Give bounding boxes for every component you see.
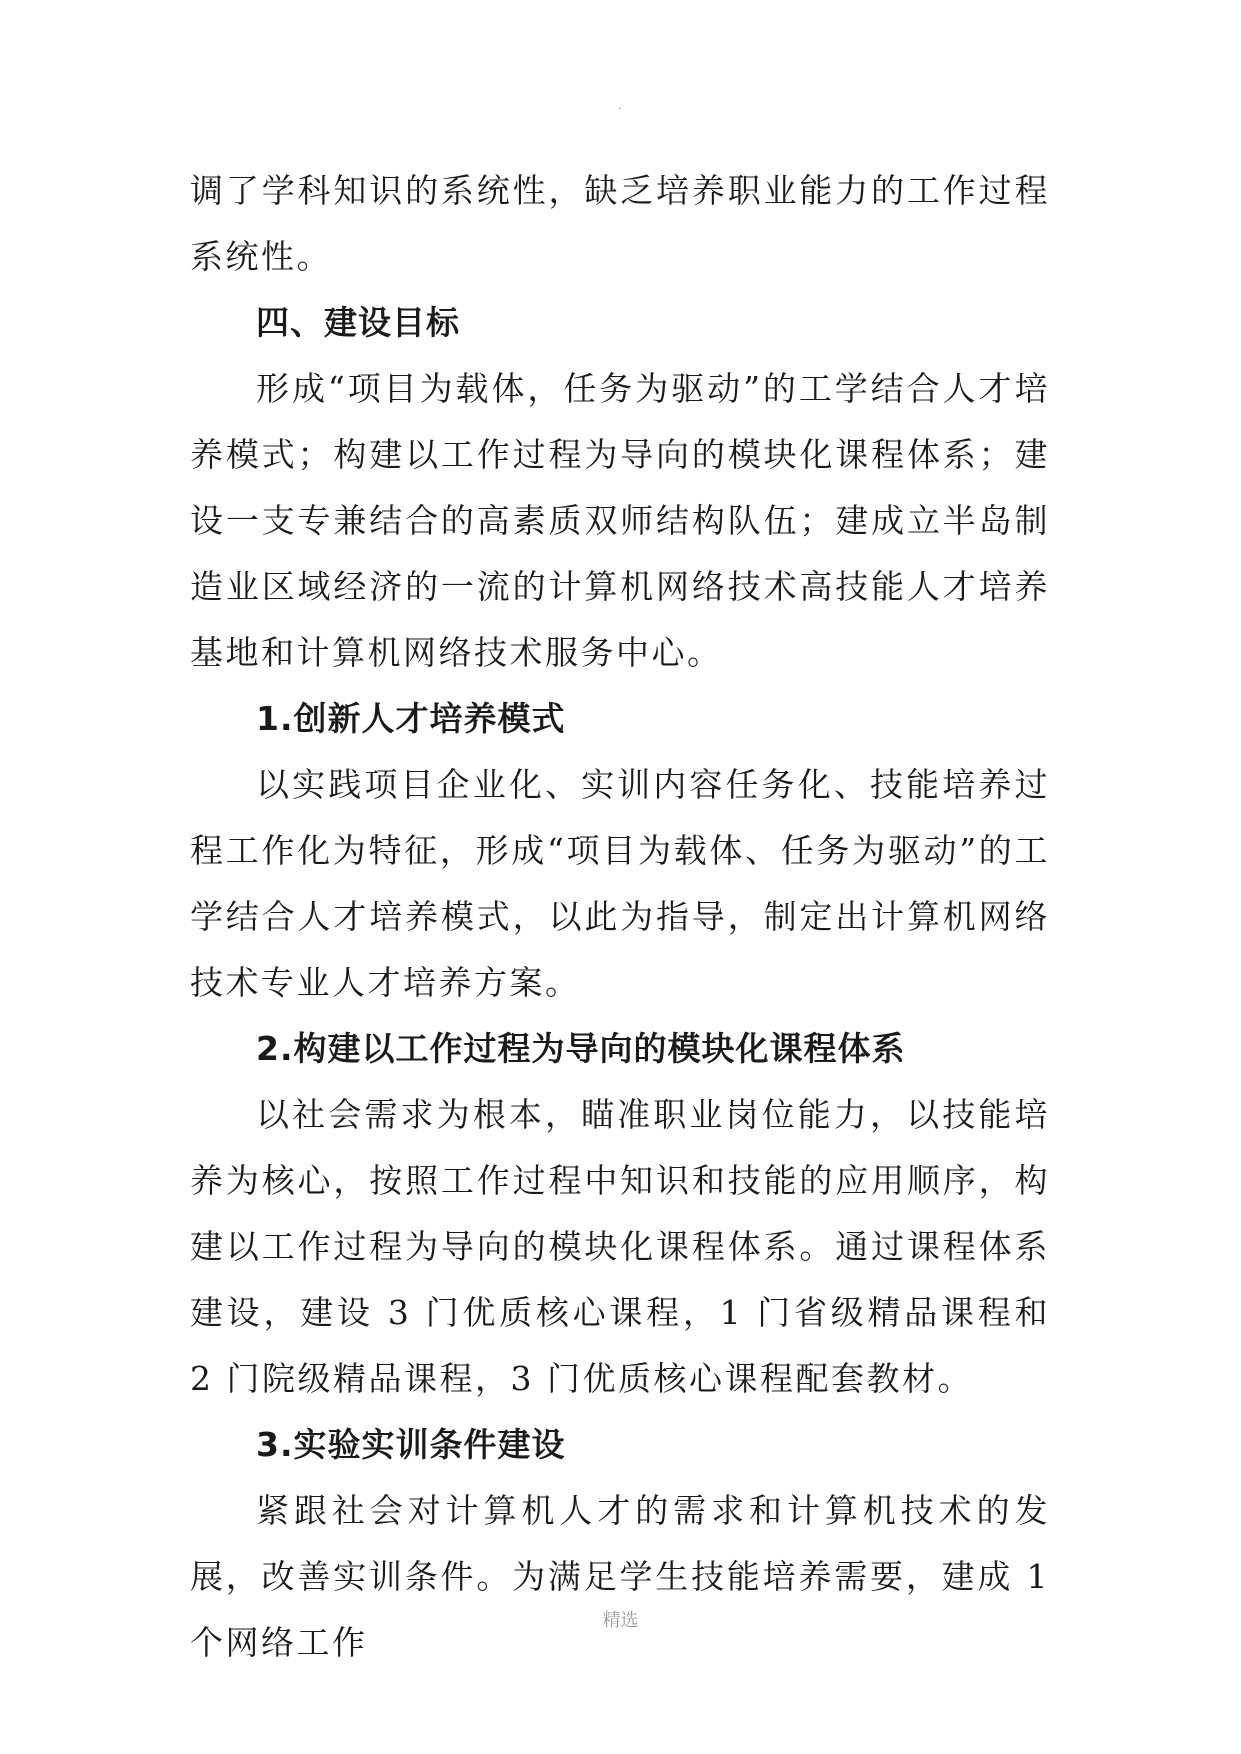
paragraph-goals: 形成“项目为载体，任务为驱动”的工学结合人才培养模式；构建以工作过程为导向的模块化课程体系；建设一支专兼结合的高素质双师结构队伍；建成立半岛制造业区域经济的一流的计算机网络技术高技能人才培养基地和计算机网络技术服务中心。	[190, 369, 1050, 672]
document-body	[190, 158, 1050, 1676]
header-mark: ·	[618, 104, 622, 115]
footer-label: 精选	[602, 1610, 639, 1631]
paragraph-curriculum: 以社会需求为根本，瞄准职业岗位能力，以技能培养为核心，按照工作过程中知识和技能的应用顺序，构建以工作过程为导向的模块化课程体系。通过课程体系建设，建设 3 门优质核心课程，1 门省级精品课程和 2 门院级精品课程，3 门优质核心课程配套教材。	[190, 1095, 1050, 1398]
paragraph-talent-model: 以实践项目企业化、实训内容任务化、技能培养过程工作化为特征，形成“项目为载体、任务为驱动”的工学结合人才培养模式，以此为指导，制定出计算机网络技术专业人才培养方案。	[190, 765, 1050, 1002]
section-heading-goals: 四、建设目标	[256, 303, 460, 342]
subheading-talent-model: 1.创新人才培养模式	[256, 699, 566, 738]
subheading-lab-training: 3.实验实训条件建设	[256, 1425, 566, 1464]
paragraph-lab-training: 紧跟社会对计算机人才的需求和计算机技术的发展，改善实训条件。为满足学生技能培养需要，建成 1 个网络工作	[190, 1491, 1050, 1662]
subheading-curriculum: 2.构建以工作过程为导向的模块化课程体系	[256, 1029, 906, 1068]
paragraph-continuation: 调了学科知识的系统性，缺乏培养职业能力的工作过程系统性。	[190, 171, 1050, 276]
